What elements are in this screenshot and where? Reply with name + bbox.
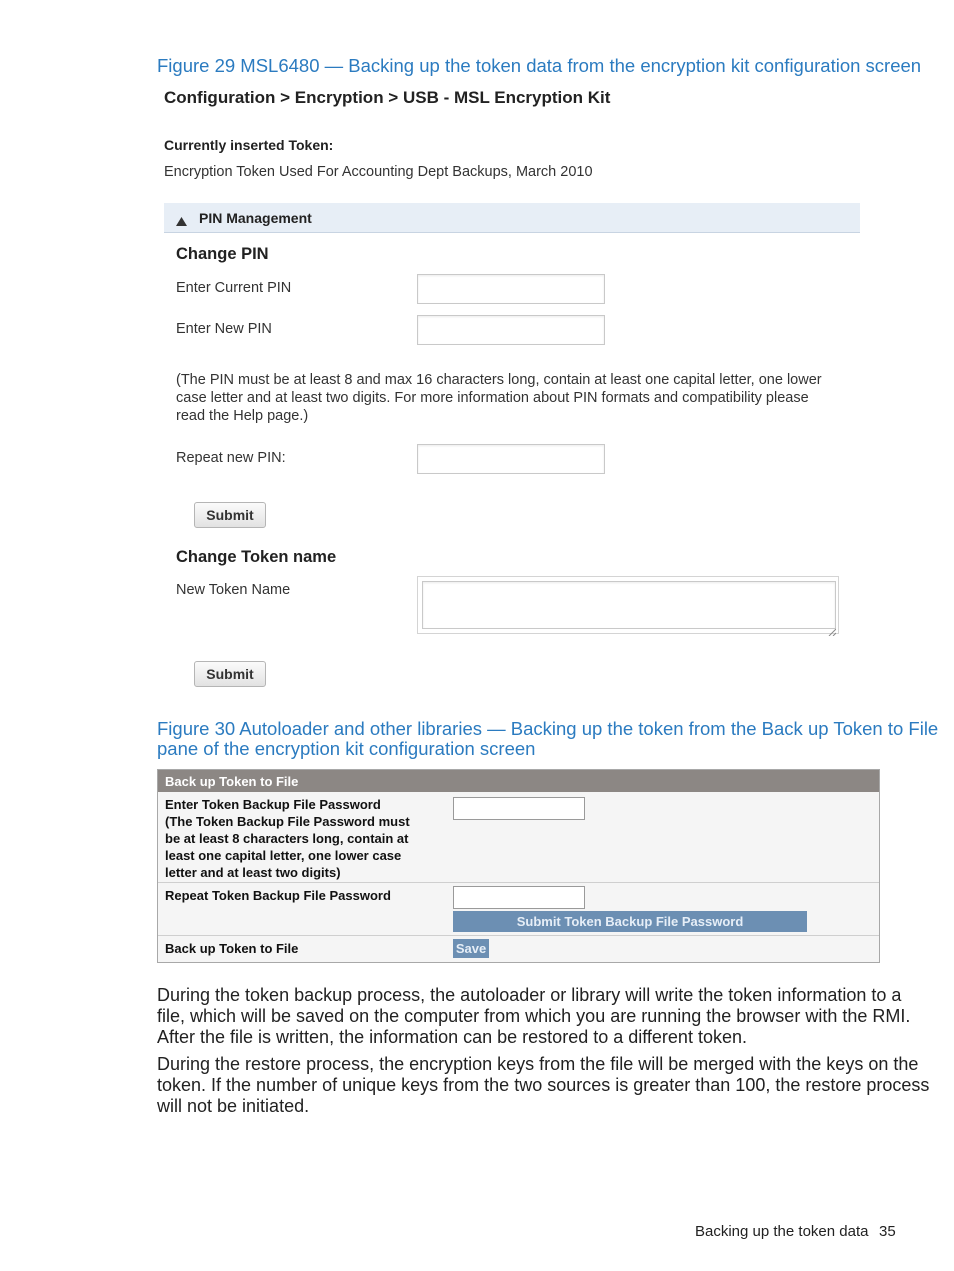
repeat-password-row: [158, 883, 879, 936]
pin-help-text: [176, 371, 822, 425]
panel-header: [158, 770, 879, 792]
paragraph-line: During the restore process, the encryption keys from the file will be merged with the keys on the: [157, 1054, 919, 1074]
password-row: [158, 792, 879, 883]
resize-grip-icon[interactable]: [828, 623, 836, 631]
backup-row: [158, 936, 879, 962]
figure-29-caption: Figure 29 MSL6480 — Backing up the token data from the encryption kit configuration screen: [157, 55, 922, 76]
password-label-line: be at least 8 characters long, contain at: [165, 831, 409, 846]
token-name-frame: [417, 576, 839, 634]
current-pin-label: Enter Current PIN: [176, 280, 292, 296]
backup-label: Back up Token to File: [165, 941, 299, 956]
paragraph-2: [157, 1054, 929, 1117]
backup-token-panel: [157, 769, 880, 963]
repeat-password-label: Repeat Token Backup File Password: [165, 888, 391, 903]
page-number: 35: [879, 1223, 896, 1240]
pin-help-line: read the Help page.): [176, 408, 309, 424]
section-title: PIN Management: [199, 210, 312, 226]
pin-management-header[interactable]: [164, 203, 860, 233]
paragraph-line: After the file is written, the information can be restored to a different token.: [157, 1027, 747, 1047]
repeat-pin-input[interactable]: [417, 444, 605, 474]
footer-section: Backing up the token data: [695, 1223, 869, 1240]
panel-title: Back up Token to File: [165, 774, 299, 789]
new-token-name-label: New Token Name: [176, 582, 291, 598]
change-pin-title: Change PIN: [176, 245, 269, 263]
submit-password-button[interactable]: Submit Token Backup File Password: [453, 911, 807, 932]
new-token-name-input[interactable]: [422, 581, 836, 629]
paragraph-line: file, which will be saved on the computer from which you are running the browser with the RMI.: [157, 1006, 911, 1026]
paragraph-line: token. If the number of unique keys from the two sources is greater than 100, the restore process: [157, 1075, 930, 1095]
repeat-pin-label: Repeat new PIN:: [176, 450, 286, 466]
breadcrumb: Configuration > Encryption > USB - MSL Encryption Kit: [164, 88, 611, 107]
new-pin-input[interactable]: [417, 315, 605, 345]
submit-pin-button[interactable]: Submit: [194, 502, 266, 528]
password-label-line: Enter Token Backup File Password: [165, 797, 381, 812]
password-label-line: letter and at least two digits): [165, 865, 341, 880]
figure-30-caption-line2: pane of the encryption kit configuration screen: [157, 738, 536, 759]
pin-help-line: case letter and at least two digits. For more information about PIN formats and compatibility please: [176, 390, 809, 406]
new-pin-label: Enter New PIN: [176, 321, 272, 337]
password-label: [165, 796, 410, 881]
token-label: Currently inserted Token:: [164, 137, 334, 153]
change-token-name-title: Change Token name: [176, 548, 337, 566]
current-pin-input[interactable]: [417, 274, 605, 304]
password-label-line: (The Token Backup File Password must: [165, 814, 410, 829]
paragraph-1: [157, 985, 910, 1048]
repeat-password-input[interactable]: [453, 886, 585, 909]
pin-help-line: (The PIN must be at least 8 and max 16 characters long, contain at least one capital letter, one lower: [176, 372, 822, 388]
submit-name-button[interactable]: Submit: [194, 661, 266, 687]
figure-30-caption-line1: Figure 30 Autoloader and other libraries — Backing up the token from the Back up Token to File: [157, 718, 939, 739]
token-value: Encryption Token Used For Accounting Dept Backups, March 2010: [164, 164, 593, 180]
paragraph-line: will not be initiated.: [157, 1096, 310, 1116]
paragraph-line: During the token backup process, the autoloader or library will write the token information to a: [157, 985, 902, 1005]
backup-password-input[interactable]: [453, 797, 585, 820]
save-button[interactable]: Save: [453, 939, 489, 958]
triangle-up-icon[interactable]: [176, 213, 187, 231]
password-label-line: least one capital letter, one lower case: [165, 848, 402, 863]
